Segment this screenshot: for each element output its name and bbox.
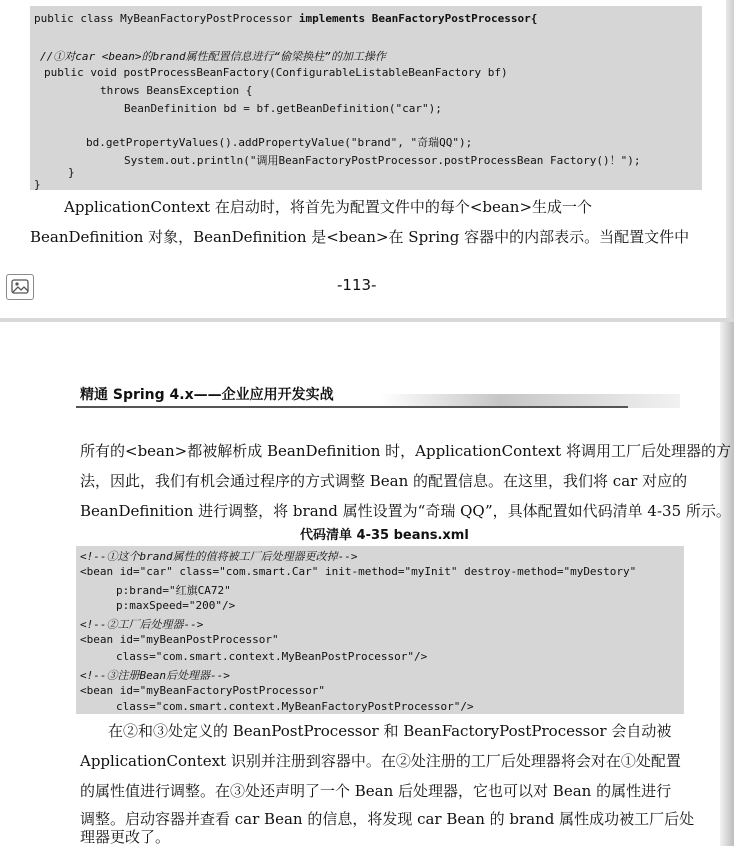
code-line: p:maxSpeed="200"/>: [116, 599, 236, 612]
code-line: <bean id="car" class="com.smart.Car" init-method="myInit" destroy-method="myDestory": [80, 565, 637, 578]
paragraph-line: ApplicationContext 在启动时，将首先为配置文件中的每个<bean>生成一个: [64, 198, 593, 216]
page-113: [0, 0, 726, 318]
paragraph-line: 所有的<bean>都被解析成 BeanDefinition 时，ApplicationContext 将调用工厂后处理器的方: [80, 442, 731, 460]
code-line: <bean id="myBeanFactoryPostProcessor": [80, 684, 326, 697]
paragraph-line: 理器更改了。: [80, 828, 171, 846]
code-line: class="com.smart.context.MyBeanPostProcessor"/>: [116, 650, 428, 663]
code-keyword: implements BeanFactoryPostProcessor{: [298, 12, 538, 25]
paragraph-line: BeanDefinition 进行调整，将 brand 属性设置为“奇瑞 QQ”，具体配置如代码清单 4-35 所示。: [80, 502, 731, 520]
paragraph-line: 调整。启动容器并查看 car Bean 的信息，将发现 car Bean 的 brand 属性成功被工厂后处: [80, 810, 695, 828]
java-code-listing: [30, 6, 702, 190]
code-line: public void postProcessBeanFactory(ConfigurableListableBeanFactory bf): [44, 66, 508, 79]
image-icon[interactable]: [6, 274, 34, 300]
paragraph-line: 的属性值进行调整。在③处还声明了一个 Bean 后处理器，它也可以对 Bean 的属性进行: [80, 782, 672, 800]
code-comment: <!--①这个brand属性的值将被工厂后处理器更改掉-->: [80, 550, 358, 563]
code-line: public class MyBeanFactoryPostProcessor implements BeanFactoryPostProcessor{: [34, 12, 538, 25]
xml-code-listing: [76, 546, 684, 714]
code-line: throws BeansException {: [100, 84, 253, 97]
code-comment: <!--③注册Bean后处理器-->: [80, 669, 230, 682]
paragraph-line: 法，因此，我们有机会通过程序的方式调整 Bean 的配置信息。在这里，我们将 car 对应的: [80, 472, 688, 490]
listing-caption: 代码清单 4-35 beans.xml: [300, 528, 469, 543]
paragraph-line: 在②和③处定义的 BeanPostProcessor 和 BeanFactoryPostProcessor 会自动被: [108, 722, 672, 740]
page-number: -113-: [337, 276, 377, 294]
paragraph-line: ApplicationContext 识别并注册到容器中。在②处注册的工厂后处理器将会对在①处配置: [80, 752, 681, 770]
code-line: System.out.println("调用BeanFactoryPostProcessor.postProcessBean Factory()！");: [124, 154, 641, 167]
running-header: 精通 Spring 4.x——企业应用开发实战: [80, 387, 334, 403]
page-edge-shadow: [720, 322, 734, 846]
code-line: bd.getPropertyValues().addPropertyValue("brand", "奇瑞QQ");: [86, 136, 473, 149]
code-line: <bean id="myBeanPostProcessor": [80, 633, 279, 646]
header-rule: [76, 406, 628, 408]
code-comment: <!--②工厂后处理器-->: [80, 618, 204, 631]
paragraph-line: BeanDefinition 对象，BeanDefinition 是<bean>在 Spring 容器中的内部表示。当配置文件中: [30, 228, 690, 246]
code-line: class="com.smart.context.MyBeanFactoryPostProcessor"/>: [116, 700, 474, 713]
code-line: BeanDefinition bd = bf.getBeanDefinition("car");: [124, 102, 442, 115]
code-line: }: [34, 178, 41, 191]
code-comment: //①对car <bean>的brand属性配置信息进行“偷梁换柱”的加工操作: [40, 50, 386, 63]
code-line: }: [68, 166, 75, 179]
code-line: p:brand="红旗CA72": [116, 584, 231, 597]
